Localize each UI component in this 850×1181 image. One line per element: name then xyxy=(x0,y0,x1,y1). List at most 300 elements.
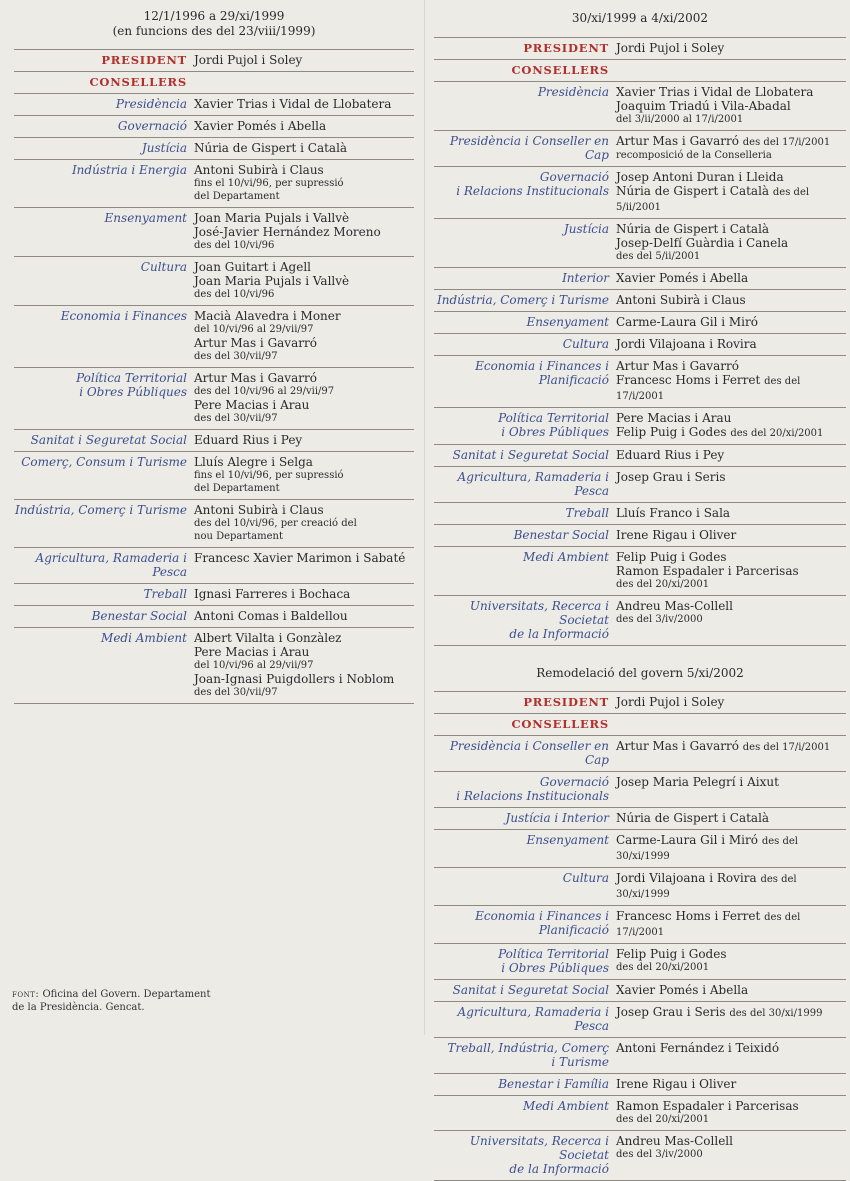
department-name: Economia i Finances i Planificació xyxy=(475,909,609,937)
department-name: Política Territorial xyxy=(498,947,609,961)
conseller-row xyxy=(14,583,414,605)
department-label xyxy=(434,833,616,863)
department-label xyxy=(14,631,194,699)
person-name: Núria de Gispert i Català xyxy=(194,141,348,155)
tenure-text: des del 20/xi/2001 xyxy=(616,962,710,973)
department-label xyxy=(14,433,194,447)
conseller-names xyxy=(194,309,414,363)
conseller-row xyxy=(434,311,846,333)
person-name: Eduard Rius i Pey xyxy=(616,448,725,462)
department-name: Sanitat i Seguretat Social xyxy=(452,983,609,997)
conseller-row xyxy=(14,159,414,207)
left-consellers-list xyxy=(14,93,414,703)
person-name: Josep Grau i Seris xyxy=(616,1005,726,1019)
conseller-row xyxy=(434,807,846,829)
conseller-names xyxy=(616,1041,846,1069)
person-name: Ignasi Farreres i Bochaca xyxy=(194,587,351,601)
conseller-names xyxy=(194,587,414,601)
department-label xyxy=(434,1041,616,1069)
tenure-note xyxy=(194,659,414,672)
conseller-name xyxy=(616,1005,846,1020)
department-name: Agricultura, Ramaderia i Pesca xyxy=(35,551,187,579)
period-dates: 12/1/1996 a 29/xi/1999 xyxy=(143,9,285,23)
person-name: Andreu Mas-Collell xyxy=(616,599,733,613)
department-name: Justícia xyxy=(563,222,609,236)
department-name: Sanitat i Seguretat Social xyxy=(30,433,187,447)
tenure-note xyxy=(616,1113,846,1126)
conseller-row xyxy=(434,905,846,943)
conseller-name xyxy=(616,983,846,997)
department-name: i Obres Públiques xyxy=(501,961,609,975)
department-name: i Turisme xyxy=(551,1055,609,1069)
person-name: Francesc Xavier Marimon i Sabaté xyxy=(194,551,406,565)
conseller-names xyxy=(194,371,414,425)
source-text: Oficina del Govern. Departament xyxy=(42,989,211,1000)
department-label xyxy=(434,811,616,825)
conseller-names xyxy=(616,1077,846,1091)
department-name: Agricultura, Ramaderia i Pesca xyxy=(457,470,609,498)
department-label xyxy=(434,550,616,591)
conseller-names xyxy=(616,315,846,329)
tenure-note xyxy=(616,113,846,126)
conseller-name xyxy=(616,909,846,939)
department-name: de la Informació xyxy=(509,1162,609,1176)
department-label xyxy=(434,448,616,462)
conseller-names xyxy=(616,448,846,462)
tenure-note xyxy=(616,250,846,263)
tenure-date: des del 17/i/2001 xyxy=(616,912,801,938)
conseller-row xyxy=(434,979,846,1001)
tenure-note xyxy=(194,288,414,301)
department-name: Benestar i Família xyxy=(498,1077,609,1091)
tenure-text: des del 30/vii/97 xyxy=(194,351,278,362)
conseller-row xyxy=(434,867,846,905)
conseller-names xyxy=(616,947,846,975)
conseller-names xyxy=(616,550,846,591)
department-label xyxy=(434,1099,616,1126)
person-name: Artur Mas i Gavarró xyxy=(616,359,739,373)
source-note xyxy=(12,988,232,1014)
conseller-row xyxy=(434,546,846,595)
department-name: Política Territorial xyxy=(498,411,609,425)
tenure-text: del 3/ii/2000 al 17/i/2001 xyxy=(616,114,744,125)
tenure-text: des del 20/xi/2001 xyxy=(616,1114,710,1125)
department-label xyxy=(434,222,616,263)
conseller-names xyxy=(616,337,846,351)
conseller-names xyxy=(616,739,846,767)
conseller-names xyxy=(616,271,846,285)
department-label xyxy=(14,371,194,425)
source-text-2: de la Presidència. Gencat. xyxy=(12,1002,145,1013)
person-name: Xavier Pomés i Abella xyxy=(616,983,749,997)
department-label xyxy=(434,293,616,307)
conseller-name xyxy=(616,99,846,113)
conseller-name xyxy=(194,274,414,288)
department-name: Comerç, Consum i Turisme xyxy=(21,455,187,469)
conseller-name xyxy=(616,528,846,542)
department-name: Política Territorial xyxy=(76,371,187,385)
conseller-row xyxy=(14,627,414,703)
tenure-note xyxy=(616,149,846,162)
person-name: Núria de Gispert i Català xyxy=(616,184,770,198)
tenure-date: des del 5/ii/2001 xyxy=(616,187,810,213)
tenure-note xyxy=(616,961,846,974)
conseller-name xyxy=(616,293,846,307)
person-name: Artur Mas i Gavarró xyxy=(194,371,317,385)
tenure-date: des del 20/xi/2001 xyxy=(730,428,824,439)
conseller-name xyxy=(194,309,414,323)
conseller-row xyxy=(14,429,414,451)
conseller-row xyxy=(14,93,414,115)
conseller-row xyxy=(434,355,846,407)
conseller-name xyxy=(194,119,414,133)
conseller-row xyxy=(14,207,414,256)
department-name: Indústria, Comerç i Turisme xyxy=(437,293,609,307)
conseller-name xyxy=(616,1134,846,1148)
right-column xyxy=(434,0,846,1181)
department-label xyxy=(434,470,616,498)
period-header xyxy=(14,0,414,49)
person-name: Xavier Pomés i Abella xyxy=(616,271,749,285)
tenure-date: des del 17/i/2001 xyxy=(742,742,831,753)
person-name: Felip Puig i Godes xyxy=(616,550,727,564)
department-name: Treball xyxy=(143,587,187,601)
conseller-name xyxy=(194,503,414,517)
department-label xyxy=(434,947,616,975)
conseller-row xyxy=(434,166,846,218)
conseller-name xyxy=(194,97,414,111)
person-name: Xavier Trias i Vidal de Llobatera xyxy=(616,85,814,99)
divider xyxy=(14,703,414,704)
conseller-row xyxy=(434,771,846,807)
department-name: Justícia xyxy=(141,141,187,155)
conseller-names xyxy=(194,119,414,133)
department-label xyxy=(14,260,194,301)
person-name: Joan-Ignasi Puigdollers i Noblom xyxy=(194,672,395,686)
conseller-names xyxy=(616,1099,846,1126)
tenure-text: nou Departament xyxy=(194,531,283,542)
conseller-name xyxy=(194,609,414,623)
conseller-names xyxy=(616,470,846,498)
department-name: Ensenyament xyxy=(104,211,187,225)
tenure-note xyxy=(616,1148,846,1161)
tenure-date: des del 17/i/2001 xyxy=(616,376,801,402)
person-name: Artur Mas i Gavarró xyxy=(616,739,739,753)
consellers-label: CONSELLERS xyxy=(511,63,609,77)
conseller-names xyxy=(616,811,846,825)
president-row xyxy=(14,49,414,71)
person-name: Artur Mas i Gavarró xyxy=(194,336,317,350)
department-name: Indústria, Comerç i Turisme xyxy=(15,503,187,517)
consellers-label: CONSELLERS xyxy=(511,717,609,731)
tenure-text: del 10/vi/96 al 29/vii/97 xyxy=(194,660,314,671)
conseller-name xyxy=(616,739,846,754)
conseller-name xyxy=(616,564,846,578)
conseller-names xyxy=(194,455,414,495)
department-name: Universitats, Recerca i Societat xyxy=(469,599,609,627)
conseller-name xyxy=(616,470,846,484)
person-name: Joan Maria Pujals i Vallvè xyxy=(194,211,350,225)
conseller-names xyxy=(616,359,846,403)
person-name: Lluís Franco i Sala xyxy=(616,506,731,520)
department-name: Justícia i Interior xyxy=(505,811,609,825)
conseller-row xyxy=(434,1073,846,1095)
department-name: Cultura xyxy=(562,337,609,351)
department-label xyxy=(14,119,194,133)
conseller-name xyxy=(194,551,414,565)
person-name: Jordi Vilajoana i Rovira xyxy=(616,337,757,351)
conseller-name xyxy=(616,599,846,613)
conseller-row xyxy=(14,547,414,583)
tenure-note xyxy=(194,412,414,425)
consellers-heading-row xyxy=(434,59,846,81)
conseller-row xyxy=(434,1001,846,1037)
person-name: Antoni Comas i Baldellou xyxy=(194,609,348,623)
conseller-name xyxy=(616,337,846,351)
person-name: Irene Rigau i Oliver xyxy=(616,528,737,542)
department-label xyxy=(14,503,194,543)
conseller-names xyxy=(194,631,414,699)
person-name: Antoni Subirà i Claus xyxy=(194,503,324,517)
conseller-row xyxy=(434,1095,846,1130)
remodel-title: Remodelació del govern 5/xi/2002 xyxy=(536,666,744,680)
person-name: Francesc Homs i Ferret xyxy=(616,909,761,923)
tenure-date: des del 17/i/2001 xyxy=(742,137,831,148)
department-label xyxy=(434,1134,616,1176)
conseller-names xyxy=(194,211,414,252)
person-name: Artur Mas i Gavarró xyxy=(616,134,739,148)
department-name: Cultura xyxy=(140,260,187,274)
conseller-names xyxy=(616,1134,846,1176)
conseller-name xyxy=(194,645,414,659)
tenure-text: des del 30/vii/97 xyxy=(194,413,278,424)
conseller-row xyxy=(434,218,846,267)
tenure-date: des del 30/xi/1999 xyxy=(729,1008,823,1019)
conseller-names xyxy=(616,411,846,440)
person-name: Irene Rigau i Oliver xyxy=(616,1077,737,1091)
conseller-names xyxy=(616,599,846,641)
tenure-text: des del 3/iv/2000 xyxy=(616,614,703,625)
person-name: Pere Macias i Arau xyxy=(616,411,732,425)
department-name: Governació xyxy=(117,119,187,133)
conseller-names xyxy=(616,170,846,214)
conseller-name xyxy=(194,141,414,155)
conseller-row xyxy=(434,1130,846,1180)
department-name: Treball, Indústria, Comerç xyxy=(447,1041,609,1055)
person-name: Ramon Espadaler i Parcerisas xyxy=(616,564,799,578)
conseller-row xyxy=(434,1037,846,1073)
department-label xyxy=(434,871,616,901)
conseller-name xyxy=(616,871,846,901)
conseller-names xyxy=(616,85,846,126)
conseller-name xyxy=(616,833,846,863)
conseller-row xyxy=(434,595,846,645)
conseller-names xyxy=(616,871,846,901)
conseller-row xyxy=(14,605,414,627)
conseller-row xyxy=(14,451,414,499)
conseller-row xyxy=(434,466,846,502)
tenure-text: recomposició de la Conselleria xyxy=(616,150,772,161)
department-name: Presidència xyxy=(537,85,609,99)
tenure-text: des del 10/vi/96 xyxy=(194,289,275,300)
department-name: Indústria i Energia xyxy=(71,163,187,177)
department-label xyxy=(434,315,616,329)
department-label xyxy=(434,599,616,641)
department-name: Governació xyxy=(539,775,609,789)
conseller-row xyxy=(434,829,846,867)
department-label xyxy=(434,411,616,440)
conseller-name xyxy=(616,271,846,285)
department-name: Benestar Social xyxy=(91,609,187,623)
conseller-name xyxy=(616,1041,846,1055)
conseller-row xyxy=(14,256,414,305)
tenure-text: des del 5/ii/2001 xyxy=(616,251,701,262)
department-label xyxy=(434,528,616,542)
tenure-note xyxy=(194,686,414,699)
person-name: Josep Maria Pelegrí i Aixut xyxy=(616,775,779,789)
president-name: Jordi Pujol i Soley xyxy=(616,41,725,55)
department-name: Economia i Finances i Planificació xyxy=(475,359,609,387)
conseller-row xyxy=(434,81,846,130)
person-name: Antoni Fernández i Teixidó xyxy=(616,1041,780,1055)
remodel-consellers-heading-row xyxy=(434,713,846,735)
conseller-row xyxy=(434,267,846,289)
conseller-row xyxy=(14,499,414,547)
conseller-names xyxy=(194,260,414,301)
conseller-name xyxy=(194,336,414,350)
conseller-names xyxy=(616,1005,846,1033)
person-name: Carme-Laura Gil i Miró xyxy=(616,315,758,329)
tenure-date: des del 30/xi/1999 xyxy=(616,836,798,862)
tenure-note xyxy=(194,190,414,203)
period-dates: 30/xi/1999 a 4/xi/2002 xyxy=(571,11,709,25)
department-label xyxy=(14,163,194,203)
conseller-name xyxy=(616,550,846,564)
right-consellers-list xyxy=(434,81,846,645)
person-name: Joan Maria Pujals i Vallvè xyxy=(194,274,350,288)
conseller-names xyxy=(194,503,414,543)
department-name: Economia i Finances xyxy=(60,309,187,323)
person-name: Carme-Laura Gil i Miró xyxy=(616,833,758,847)
person-name: Josep Grau i Seris xyxy=(616,470,726,484)
person-name: José-Javier Hernández Moreno xyxy=(194,225,381,239)
person-name: Jordi Vilajoana i Rovira xyxy=(616,871,757,885)
person-name: Joan Guitart i Agell xyxy=(194,260,312,274)
conseller-name xyxy=(616,134,846,149)
conseller-names xyxy=(616,775,846,803)
tenure-text: del Departament xyxy=(194,483,280,494)
remodel-president-row xyxy=(434,691,846,713)
tenure-note xyxy=(194,385,414,398)
tenure-text: des del 10/vi/96 xyxy=(194,240,275,251)
person-name: Núria de Gispert i Català xyxy=(616,811,770,825)
conseller-names xyxy=(616,983,846,997)
tenure-text: des del 3/iv/2000 xyxy=(616,1149,703,1160)
person-name: Albert Vilalta i Gonzàlez xyxy=(194,631,342,645)
person-name: Felip Puig i Godes xyxy=(616,425,727,439)
tenure-text: des del 30/vii/97 xyxy=(194,687,278,698)
conseller-name xyxy=(616,411,846,425)
conseller-row xyxy=(434,407,846,444)
tenure-text: des del 10/vi/96 al 29/vii/97 xyxy=(194,386,335,397)
conseller-name xyxy=(194,587,414,601)
department-label xyxy=(434,85,616,126)
department-name: Universitats, Recerca i Societat xyxy=(469,1134,609,1162)
tenure-note xyxy=(194,177,414,190)
source-label: font: xyxy=(12,989,40,1000)
conseller-row xyxy=(434,130,846,166)
conseller-name xyxy=(616,506,846,520)
conseller-row xyxy=(434,943,846,979)
department-name: de la Informació xyxy=(509,627,609,641)
department-name: i Relacions Institucionals xyxy=(456,184,609,198)
conseller-name xyxy=(194,672,414,686)
conseller-names xyxy=(194,97,414,111)
department-label xyxy=(434,1077,616,1091)
department-label xyxy=(434,1005,616,1033)
department-label xyxy=(434,739,616,767)
conseller-name xyxy=(616,775,846,789)
person-name: Xavier Pomés i Abella xyxy=(194,119,327,133)
person-name: Felip Puig i Godes xyxy=(616,947,727,961)
tenure-note xyxy=(194,530,414,543)
department-name: Medi Ambient xyxy=(523,550,609,564)
department-name: i Obres Públiques xyxy=(501,425,609,439)
department-name: Presidència xyxy=(115,97,187,111)
tenure-note xyxy=(194,350,414,363)
department-name: Presidència i Conseller en Cap xyxy=(449,134,609,162)
conseller-name xyxy=(194,455,414,469)
conseller-name xyxy=(616,1077,846,1091)
president-row xyxy=(434,37,846,59)
person-name: Núria de Gispert i Català xyxy=(616,222,770,236)
department-label xyxy=(434,775,616,803)
department-name: Cultura xyxy=(562,871,609,885)
department-label xyxy=(14,211,194,252)
conseller-name xyxy=(194,371,414,385)
conseller-row xyxy=(434,502,846,524)
conseller-name xyxy=(616,947,846,961)
department-name: Ensenyament xyxy=(526,315,609,329)
department-label xyxy=(434,170,616,214)
tenure-note xyxy=(194,239,414,252)
president-label: PRESIDENT xyxy=(523,695,609,709)
tenure-text: des del 20/xi/2001 xyxy=(616,579,710,590)
person-name: Lluís Alegre i Selga xyxy=(194,455,313,469)
conseller-name xyxy=(194,211,414,225)
department-label xyxy=(434,983,616,997)
period-note: (en funcions des del 23/viii/1999) xyxy=(112,24,316,38)
person-name: Antoni Subirà i Claus xyxy=(194,163,324,177)
department-label xyxy=(14,309,194,363)
conseller-name xyxy=(194,433,414,447)
president-name: Jordi Pujol i Soley xyxy=(194,53,303,67)
department-label xyxy=(14,551,194,579)
conseller-names xyxy=(194,163,414,203)
president-name: Jordi Pujol i Soley xyxy=(616,695,725,709)
tenure-note xyxy=(194,469,414,482)
person-name: Macià Alavedra i Moner xyxy=(194,309,341,323)
conseller-name xyxy=(616,184,846,214)
conseller-names xyxy=(616,222,846,263)
tenure-text: del 10/vi/96 al 29/vii/97 xyxy=(194,324,314,335)
conseller-row xyxy=(434,735,846,771)
conseller-name xyxy=(194,260,414,274)
department-name: Benestar Social xyxy=(513,528,609,542)
department-label xyxy=(14,587,194,601)
conseller-name xyxy=(616,315,846,329)
department-label xyxy=(14,97,194,111)
